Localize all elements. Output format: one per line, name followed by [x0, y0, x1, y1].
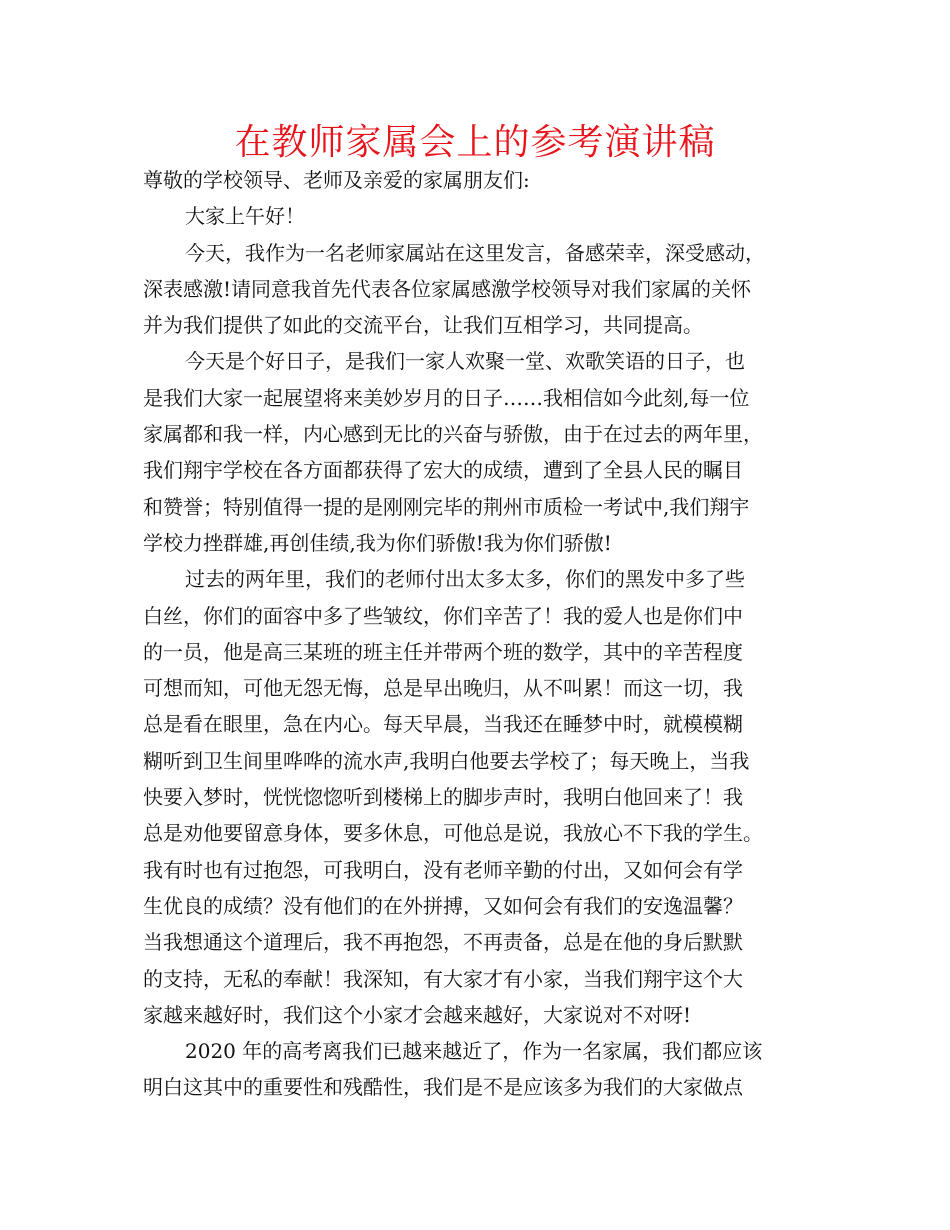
text-line: 我们翔宇学校在各方面都获得了宏大的成绩，遭到了全县人民的瞩目	[143, 458, 743, 483]
document-body	[143, 162, 815, 1106]
text-line: 的支持，无私的奉献！我深知，有大家才有小家，当我们翔宇这个大	[143, 966, 743, 991]
text-line: 生优良的成绩？没有他们的在外拼搏，又如何会有我们的安逸温馨？	[143, 893, 743, 918]
text-line: 并为我们提供了如此的交流平台，让我们互相学习，共同提高。	[143, 313, 703, 338]
text-line: 2020 年的高考离我们已越来越近了，作为一名家属，我们都应该	[185, 1039, 763, 1064]
text-line: 白丝，你们的面容中多了些皱纹，你们辛苦了！我的爱人也是你们中	[143, 603, 743, 628]
text-line: 的一员，他是高三某班的班主任并带两个班的数学，其中的辛苦程度	[143, 639, 743, 664]
text-line: 总是劝他要留意身体，要多休息，可他总是说，我放心不下我的学生。	[143, 821, 763, 846]
text-line: 家属都和我一样，内心感到无比的兴奋与骄傲，由于在过去的两年里，	[143, 422, 763, 447]
text-line: 今天，我作为一名老师家属站在这里发言，备感荣幸，深受感动，	[185, 240, 765, 265]
text-line: 当我想通这个道理后，我不再抱怨，不再责备，总是在他的身后默默	[143, 930, 743, 955]
text-line: 深表感激!请同意我首先代表各位家属感激学校领导对我们家属的关怀	[143, 276, 752, 301]
text-line: 总是看在眼里，急在内心。每天早晨，当我还在睡梦中时，就模模糊	[143, 712, 743, 737]
text-line: 明白这其中的重要性和残酷性，我们是不是应该多为我们的大家做点	[143, 1075, 743, 1100]
text-line: 可想而知，可他无怨无悔，总是早出晚归，从不叫累！而这一切，我	[143, 676, 743, 701]
text-line: 尊敬的学校领导、老师及亲爱的家属朋友们:	[143, 168, 530, 192]
text-line: 今天是个好日子，是我们一家人欢聚一堂、欢歌笑语的日子，也	[185, 349, 745, 374]
text-line: 我有时也有过抱怨，可我明白，没有老师辛勤的付出，又如何会有学	[143, 857, 743, 882]
text-line: 过去的两年里，我们的老师付出太多太多，你们的黑发中多了些	[185, 567, 745, 592]
text-line: 大家上午好！	[185, 204, 305, 229]
text-line: 糊听到卫生间里哗哗的流水声,我明白他要去学校了；每天晚上，当我	[143, 748, 750, 773]
text-line: 快要入梦时，恍恍惚惚听到楼梯上的脚步声时，我明白他回来了！我	[143, 785, 743, 810]
document-title: 在教师家属会上的参考演讲稿	[234, 122, 716, 163]
text-line: 学校力挫群雄,再创佳绩,我为你们骄傲!我为你们骄傲!	[143, 530, 612, 555]
text-line: 家越来越好时，我们这个小家才会越来越好，大家说对不对呀!	[143, 1002, 692, 1027]
text-line: 是我们大家一起展望将来美妙岁月的日子……我相信如今此刻,每一位	[143, 385, 750, 410]
text-line: 和赞誉；特别值得一提的是刚刚完毕的荆州市质检一考试中,我们翔宇	[143, 494, 750, 519]
